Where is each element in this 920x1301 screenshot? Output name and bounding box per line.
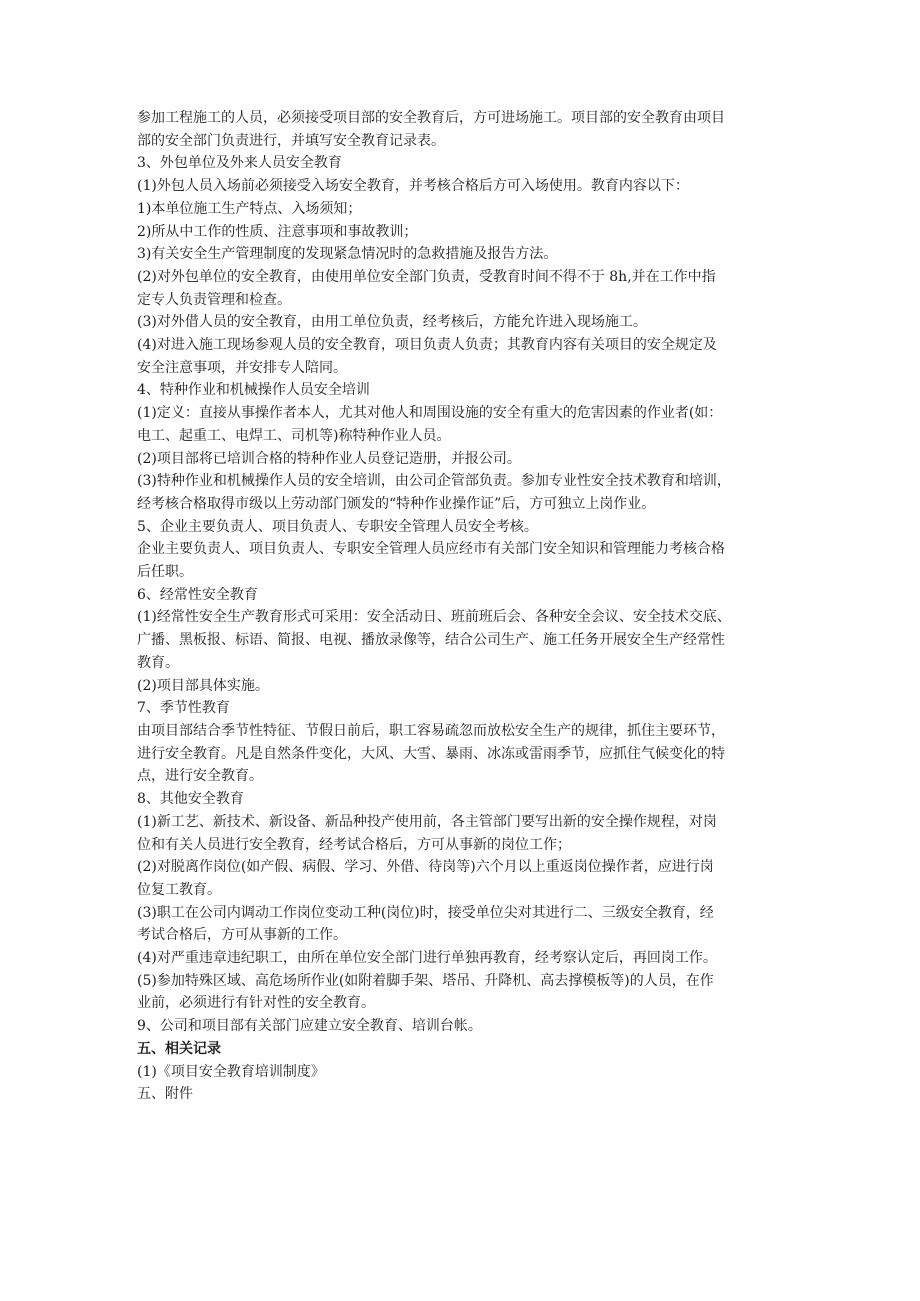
paragraph-line: 定专人负责管理和检查。	[137, 291, 291, 308]
paragraph-line: 业前，必须进行有针对性的安全教育。	[137, 995, 375, 1012]
paragraph-line: 9、公司和项目部有关部门应建立安全教育、培训台帐。	[137, 1018, 482, 1035]
paragraph-line: (3)特种作业和机械操作人员的安全培训，由公司企管部负责。参加专业性安全技术教育和培训，	[137, 473, 731, 490]
paragraph-line: 参加工程施工的人员，必须接受项目部的安全教育后，方可进场施工。项目部的安全教育由项目	[137, 110, 725, 126]
section-heading: 7、季节性教育	[137, 700, 230, 717]
paragraph-line: (4)对严重违章违纪职工，由所在单位安全部门进行单独再教育，经考察认定后，再回岗工作。	[137, 950, 717, 967]
paragraph-line: 企业主要负责人、项目负责人、专职安全管理人员应经市有关部门安全知识和管理能力考核合格	[137, 541, 725, 558]
paragraph-line: (3)职工在公司内调动工作岗位变动工种(岗位)时，接受单位尖对其进行二、三级安全教育，经	[137, 904, 714, 921]
paragraph-line: (1)新工艺、新技术、新设备、新品种投产使用前，各主管部门要写出新的安全操作规程，对岗	[137, 813, 717, 830]
section-heading: 8、其他安全教育	[137, 791, 244, 808]
paragraph-line: (1)外包人员入场前必须接受入场安全教育，并考核合格后方可入场使用。教育内容以下：	[137, 178, 689, 195]
paragraph-line: (2)项目部将已培训合格的特种作业人员登记造册，并报公司。	[137, 450, 521, 467]
paragraph-line: 点，进行安全教育。	[137, 768, 263, 785]
record-item: (1)《项目安全教育培训制度》	[137, 1063, 325, 1080]
paragraph-line: 部的安全部门负责进行，并填写安全教育记录表。	[137, 132, 445, 149]
section-heading: 6、经常性安全教育	[137, 586, 258, 603]
section-heading: 3、外包单位及外来人员安全教育	[137, 155, 342, 172]
paragraph-line: (2)对外包单位的安全教育，由使用单位安全部门负责，受教育时间不得不于 8h,并在工作中指	[137, 268, 716, 285]
paragraph-line: (5)参加特殊区域、高危场所作业(如附着脚手架、塔吊、升降机、高去撑模板等)的人员，在作	[137, 972, 714, 989]
paragraph-line: 教育。	[137, 654, 179, 671]
paragraph-line: 考试合格后，方可从事新的工作。	[137, 927, 347, 944]
paragraph-line: (1)经常性安全生产教育形式可采用：安全活动日、班前班后会、各种安全会议、安全技术交底、	[137, 609, 731, 626]
paragraph-line: 经考核合格取得市级以上劳动部门颁发的“特种作业操作证”后，方可独立上岗作业。	[137, 495, 656, 512]
document-body	[137, 107, 797, 1106]
section-heading: 4、特种作业和机械操作人员安全培训	[137, 382, 370, 399]
section-heading: 5、企业主要负责人、项目负责人、专职安全管理人员安全考核。	[137, 518, 538, 535]
paragraph-line: 广播、黑板报、标语、简报、电视、播放录像等，结合公司生产、施工任务开展安全生产经常性	[137, 632, 725, 649]
paragraph-line: (2)项目部具体实施。	[137, 677, 269, 694]
paragraph-line: 位复工教育。	[137, 881, 221, 898]
chapter-heading: 五、附件	[137, 1086, 193, 1103]
paragraph-line: (3)对外借人员的安全教育，由用工单位负责，经考核后，方能允许进入现场施工。	[137, 314, 647, 331]
paragraph-line: 电工、起重工、电焊工、司机等)称特种作业人员。	[137, 427, 451, 444]
paragraph-line: (1)定义：直接从事操作者本人，尤其对他人和周围设施的安全有重大的危害因素的作业者(如：	[137, 405, 723, 422]
list-item: 1)本单位施工生产特点、入场须知；	[137, 200, 362, 217]
paragraph-line: 位和有关人员进行安全教育，经考试合格后，方可从事新的岗位工作；	[137, 836, 571, 853]
paragraph-line: 进行安全教育。凡是自然条件变化，大风、大雪、暴雨、冰冻或雷雨季节，应抓住气候变化的特	[137, 745, 725, 762]
paragraph-line: 后任职。	[137, 564, 193, 581]
paragraph-line: 安全注意事项，并安排专人陪同。	[137, 359, 347, 376]
chapter-heading: 五、相关记录	[137, 1040, 221, 1057]
list-item: 2)所从中工作的性质、注意事项和事故教训；	[137, 223, 418, 240]
list-item: 3)有关安全生产管理制度的发现紧急情况时的急救措施及报告方法。	[137, 246, 558, 263]
paragraph-line: 由项目部结合季节性特征、节假日前后，职工容易疏忽而放松安全生产的规律，抓住主要环节，	[137, 722, 725, 739]
paragraph-line: (2)对脱离作岗位(如产假、病假、学习、外借、待岗等)六个月以上重返岗位操作者，应进行岗	[137, 859, 714, 876]
paragraph-line: (4)对进入施工现场参观人员的安全教育，项目负责人负责；其教育内容有关项目的安全规定及	[137, 337, 717, 354]
